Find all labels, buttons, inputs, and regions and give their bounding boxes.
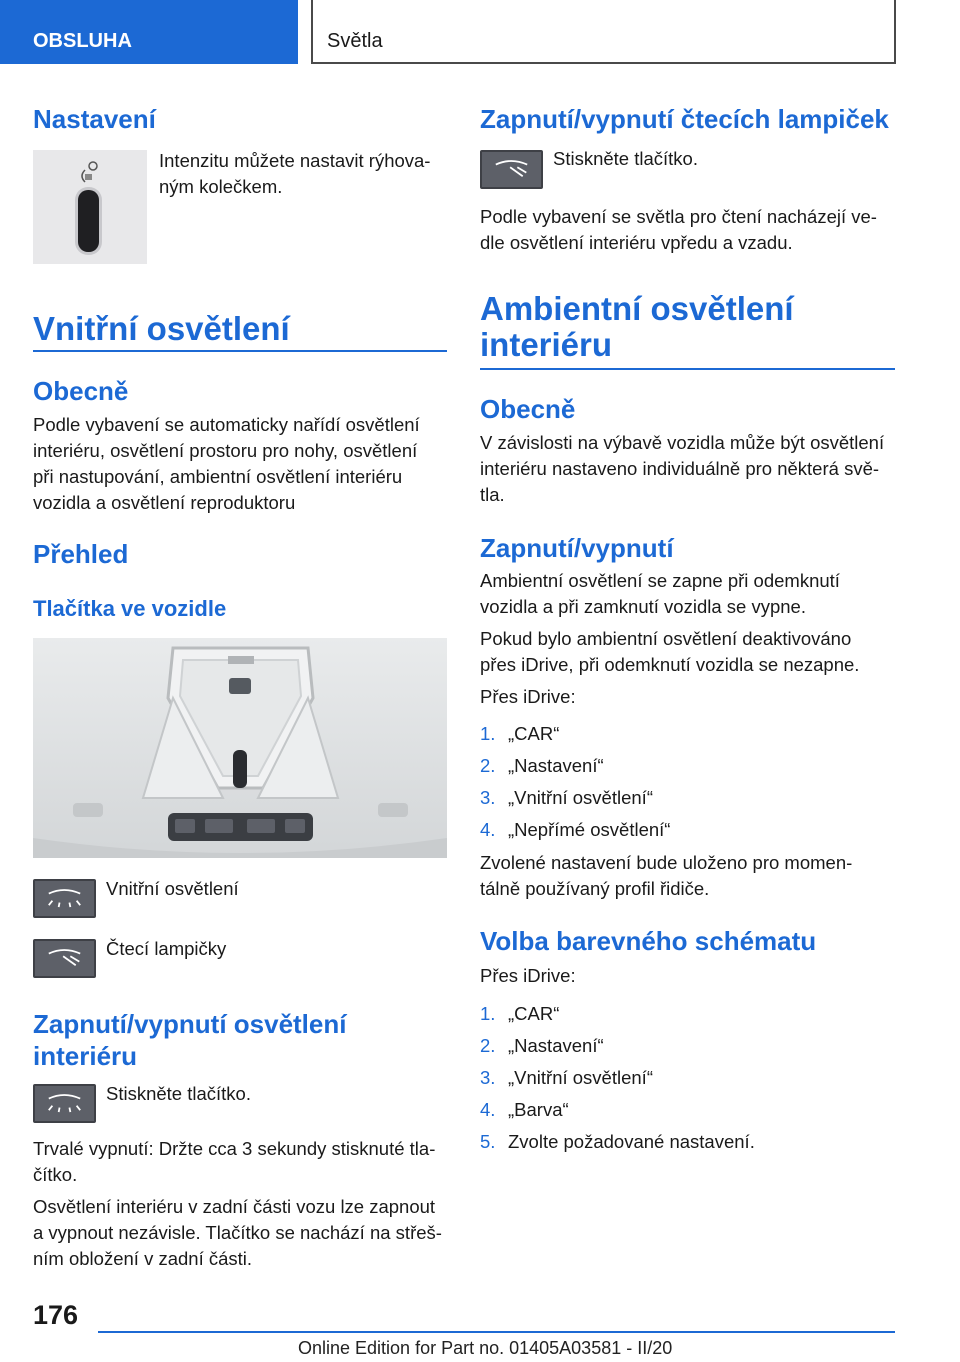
lampicky-line: dle osvětlení interiéru vpředu a vzadu. [480,232,793,253]
lampicky-text: Stiskněte tlačítko. [553,148,698,169]
chapter-rule [33,350,447,352]
zapnuti-line: Pokud bylo ambientní osvětlení deaktivováno [480,628,852,649]
list-item: 5. Zvolte požadované nastavení. [480,1131,755,1152]
ulozeno-line: Zvolené nastavení bude uloženo pro momen- [480,852,853,873]
lampicky-heading: Zapnutí/vypnutí čtecích lampiček [480,104,889,134]
barva-heading: Volba barevného schématu [480,926,817,956]
zapnuti-line: vozidla a při zamknutí vozidla se vypne. [480,596,806,617]
zapnuti-heading-2: interiéru [33,1041,138,1071]
obecne-line: Podle vybavení se automaticky nařídí osvětlení [33,414,420,435]
obecne-line: interiéru, osvětlení prostoru pro nohy, osvětlení [33,440,418,461]
pres-idrive: Přes iDrive: [480,965,576,986]
list-item: 2. „Nastavení“ [480,1035,604,1056]
obecne-line: tla. [480,484,505,505]
obecne-heading: Obecně [480,394,576,424]
zadni-line: Osvětlení interiéru v zadní části vozu lze zapnout [33,1196,436,1217]
roof-console-icon [33,638,447,858]
trvale-line: Trvalé vypnutí: Držte cca 3 sekundy stisknuté tla- [33,1138,436,1159]
reading-light-icon [33,939,96,978]
interior-light-icon [33,1084,96,1123]
page-number: 176 [33,1300,79,1330]
zadni-line: ním obložení v zadní části. [33,1248,253,1269]
legend-reading: Čtecí lampičky [106,938,227,959]
obecne-line: interiéru nastaveno individuálně pro některá svě- [480,458,880,479]
nastaveni-text-1: Intenzitu můžete nastavit rýhova- [159,150,431,171]
list-item: 4. „Barva“ [480,1099,569,1120]
prehled-heading: Přehled [33,539,129,569]
obecne-line: vozidla a osvětlení reproduktoru [33,492,296,513]
zapnuti-line: přes iDrive, při odemknutí vozidla se nezapne. [480,654,860,675]
legend-interior: Vnitřní osvětlení [106,878,239,899]
steps-list [480,718,670,846]
trvale-line: čítko. [33,1164,78,1185]
chapter-title-2: interiéru [480,326,613,363]
zapnuti-line: Ambientní osvětlení se zapne při odemknutí [480,570,840,591]
interior-light-icon [33,879,96,918]
list-item: 2. „Nastavení“ [480,755,604,776]
obecne-heading: Obecně [33,376,129,406]
obecne-line: při nastupování, ambientní osvětlení interiéru [33,466,403,487]
list-item: 1. „CAR“ [480,1003,560,1024]
dimmer-wheel-icon [33,150,147,264]
zapnuti-text: Stiskněte tlačítko. [106,1083,251,1104]
chapter-title: Ambientní osvětlení [480,290,794,327]
chapter-rule [480,368,895,370]
ulozeno-line: tálně používaný profil řidiče. [480,878,710,899]
tlacitka-heading: Tlačítka ve vozidle [33,596,227,621]
lampicky-line: Podle vybavení se světla pro čtení nacházejí ve- [480,206,877,227]
reading-light-icon [480,150,543,189]
zapnuti-heading: Zapnutí/vypnutí osvětlení [33,1009,347,1039]
chapter-title: Vnitřní osvětlení [33,310,290,347]
pres-idrive: Přes iDrive: [480,686,576,707]
obecne-line: V závislosti na výbavě vozidla může být osvětlení [480,432,885,453]
list-item: 3. „Vnitřní osvětlení“ [480,787,653,808]
section-tab: OBSLUHA [0,0,298,64]
footer-edition: Online Edition for Part no. 01405A03581 - II/20 [298,1338,673,1358]
zapnuti-heading: Zapnutí/vypnutí [480,533,674,563]
zadni-line: a vypnout nezávisle. Tlačítko se nachází na střeš- [33,1222,442,1243]
steps-list [480,998,755,1158]
list-item: 4. „Nepřímé osvětlení“ [480,819,671,840]
page-header-title: Světla [311,0,896,64]
list-item: 1. „CAR“ [480,723,560,744]
nastaveni-text-2: ným kolečkem. [159,176,283,197]
nastaveni-heading: Nastavení [33,104,156,134]
footer-rule [98,1331,895,1333]
list-item: 3. „Vnitřní osvětlení“ [480,1067,653,1088]
